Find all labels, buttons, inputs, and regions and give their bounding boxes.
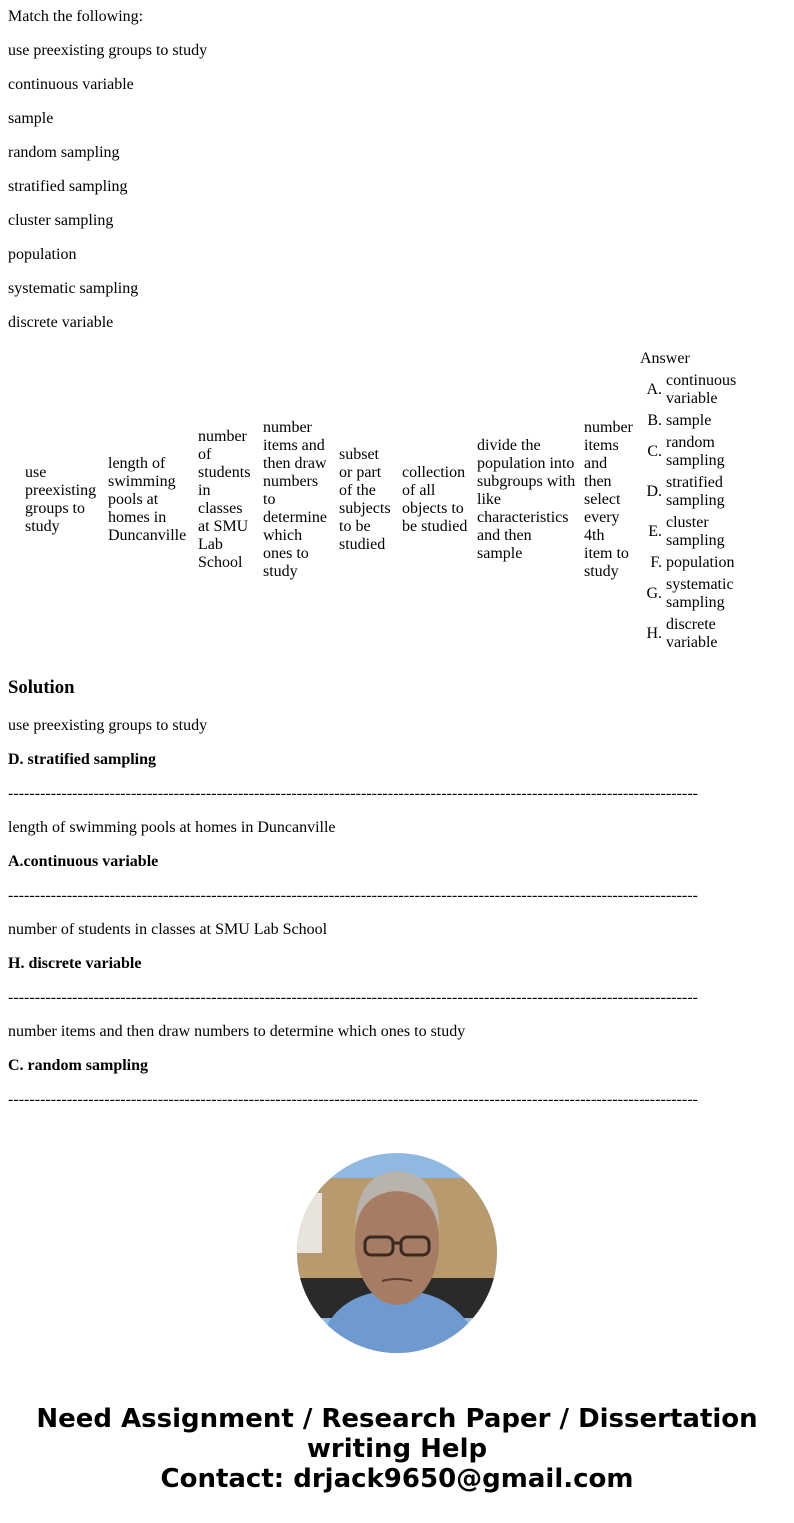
answer-option	[640, 514, 790, 550]
description-cell: use preexisting groups to study	[25, 464, 97, 535]
answer-option	[640, 576, 790, 612]
answer-text: cluster sampling	[666, 514, 725, 549]
description-cell: length of swimming pools at homes in Duncanville	[108, 455, 187, 544]
solution-question: number items and then draw numbers to determine which ones to study	[8, 1023, 466, 1040]
answer-letter: A.	[646, 381, 662, 398]
promo-line: Need Assignment / Research Paper / Dissertation	[36, 1404, 758, 1434]
answer-text: discrete variable	[666, 616, 718, 651]
match-item: continuous variable	[8, 76, 134, 93]
match-item: discrete variable	[8, 314, 114, 331]
match-item: random sampling	[8, 144, 120, 161]
solution-question: use preexisting groups to study	[8, 717, 208, 734]
question-prompt: Match the following:	[8, 8, 144, 25]
match-item: sample	[8, 110, 54, 127]
answer-letter: E.	[648, 523, 662, 540]
separator: ---------------------------------------------------------------------------------------------------------------------------------	[8, 887, 698, 904]
answer-text: population	[666, 554, 735, 571]
answer-letter: B.	[647, 412, 662, 429]
solution-question: length of swimming pools at homes in Duncanville	[8, 819, 336, 836]
answer-option	[640, 434, 790, 470]
separator: ---------------------------------------------------------------------------------------------------------------------------------	[8, 989, 698, 1006]
answer-option	[640, 554, 790, 572]
answer-option	[640, 412, 790, 430]
match-item: cluster sampling	[8, 212, 114, 229]
description-cell: number items and then select every 4th item to study	[584, 419, 633, 580]
description-cell: collection of all objects to be studied	[402, 464, 468, 535]
separator: ---------------------------------------------------------------------------------------------------------------------------------	[8, 1091, 698, 1108]
solution-answer: C. random sampling	[8, 1057, 149, 1074]
answer-text: sample	[666, 412, 712, 429]
answer-letter: D.	[646, 483, 662, 500]
answer-text: systematic sampling	[666, 576, 734, 611]
separator: ---------------------------------------------------------------------------------------------------------------------------------	[8, 785, 698, 802]
answer-option	[640, 616, 790, 652]
description-cell: number of students in classes at SMU Lab School	[198, 428, 251, 571]
solution-answer: H. discrete variable	[8, 955, 142, 972]
description-cell: subset or part of the subjects to be studied	[339, 446, 391, 553]
match-item: use preexisting groups to study	[8, 42, 208, 59]
description-cell: divide the population into subgroups with like characteristics and then sample	[477, 437, 576, 562]
solution-answer: A.continuous variable	[8, 853, 159, 870]
match-item: systematic sampling	[8, 280, 139, 297]
match-item: stratified sampling	[8, 178, 128, 195]
solution-question: number of students in classes at SMU Lab School	[8, 921, 328, 938]
answer-letter: F.	[650, 554, 662, 571]
solution-answer: D. stratified sampling	[8, 751, 156, 768]
answer-letter: H.	[646, 625, 662, 642]
answer-text: random sampling	[666, 434, 725, 469]
promo-line: writing Help	[306, 1434, 488, 1464]
answer-list	[640, 350, 790, 652]
answer-letter: C.	[647, 443, 662, 460]
answer-text: continuous variable	[666, 372, 737, 407]
contact-line: Contact: drjack9650@gmail.com	[160, 1464, 634, 1494]
answer-option	[640, 372, 790, 408]
description-cell: number items and then draw numbers to determine which ones to study	[263, 419, 327, 580]
solution-heading: Solution	[8, 677, 75, 698]
match-item: population	[8, 246, 77, 263]
answer-header: Answer	[640, 350, 690, 367]
tutor-photo	[297, 1153, 497, 1353]
answer-option	[640, 474, 790, 510]
answer-letter: G.	[646, 585, 662, 602]
answer-text: stratified sampling	[666, 474, 725, 509]
